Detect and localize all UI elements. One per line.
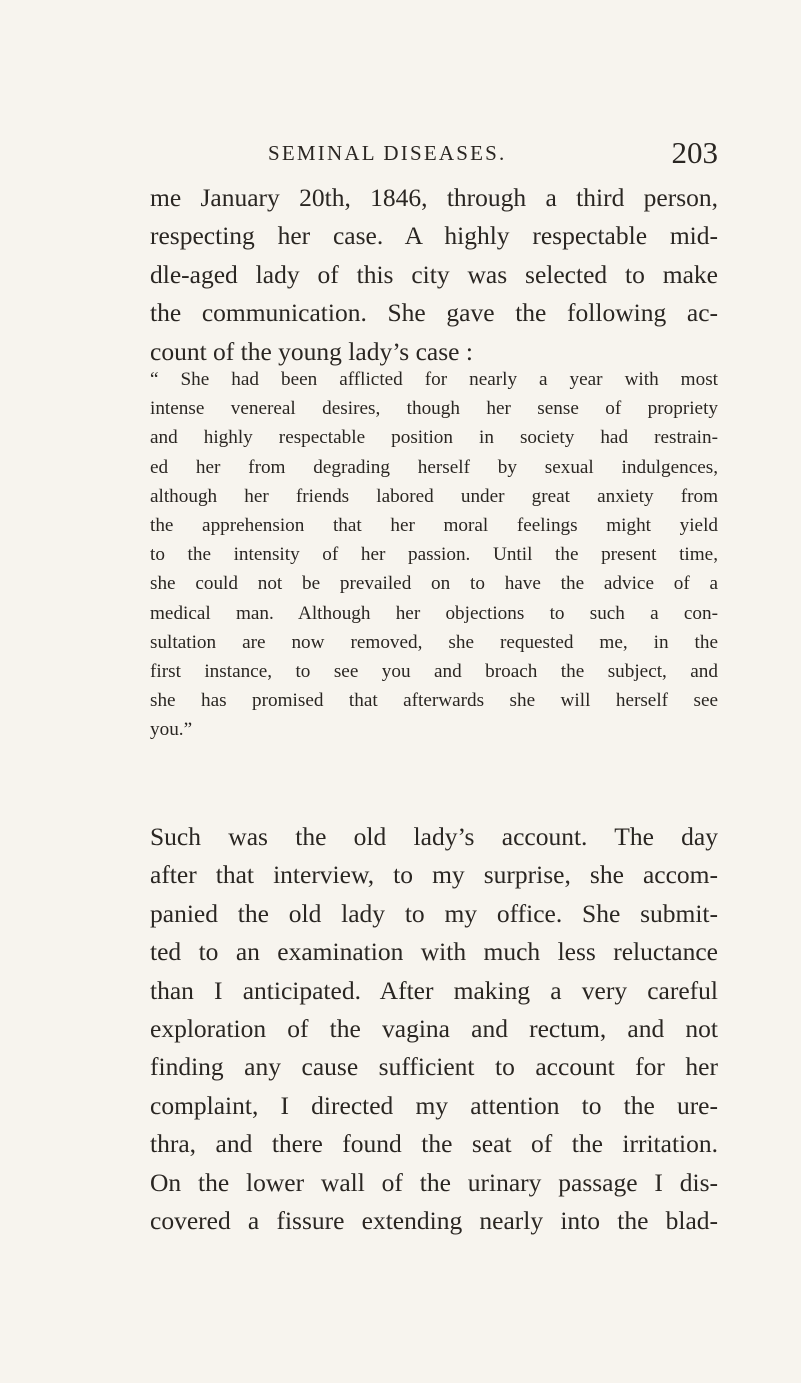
quote-line: to the intensity of her passion. Until the present time, (150, 544, 718, 566)
paragraph-intro (150, 179, 718, 371)
text-line: finding any cause sufficient to account for her (150, 1052, 718, 1082)
text-line: dle-aged lady of this city was selected to make (150, 259, 718, 289)
text-line: respecting her case. A highly respectable mid- (150, 221, 718, 251)
quote-line: first instance, to see you and broach the subject, and (150, 660, 718, 682)
quote-line: you.” (150, 719, 193, 741)
running-head (150, 135, 718, 170)
text-line: me January 20th, 1846, through a third person, (150, 183, 718, 212)
quote-line: intense venereal desires, though her sense of propriety (150, 398, 718, 420)
running-title: SEMINAL DISEASES. (268, 141, 507, 165)
text-line: count of the young lady’s case : (150, 336, 473, 366)
text-line: Such was the old lady’s account. The day (150, 822, 718, 851)
quoted-account (150, 365, 718, 744)
quote-line: ed her from degrading herself by sexual indulgences, (150, 456, 718, 478)
text-line: after that interview, to my surprise, she accom- (150, 860, 718, 890)
text-line: exploration of the vagina and rectum, and not (150, 1013, 718, 1043)
quote-line: she has promised that afterwards she will herself see (150, 690, 718, 712)
text-line: On the lower wall of the urinary passage I dis- (150, 1167, 718, 1197)
quote-line: she could not be prevailed on to have the advice of a (150, 573, 718, 595)
text-line: ted to an examination with much less reluctance (150, 937, 718, 967)
paragraph-examination (150, 818, 718, 1240)
text-line: complaint, I directed my attention to the ure- (150, 1090, 718, 1120)
text-line: panied the old lady to my office. She submit- (150, 898, 718, 928)
text-line: thra, and there found the seat of the irritation. (150, 1129, 718, 1159)
text-line: the communication. She gave the following ac- (150, 298, 718, 328)
page-number: 203 (671, 135, 718, 170)
text-line: than I anticipated. After making a very careful (150, 975, 718, 1005)
text-line: covered a fissure extending nearly into the blad- (150, 1205, 718, 1235)
quote-line: sultation are now removed, she requested me, in the (150, 631, 718, 653)
quote-line: medical man. Although her objections to such a con- (150, 602, 718, 624)
quote-line: the apprehension that her moral feelings might yield (150, 514, 718, 536)
quote-line: and highly respectable position in society had restrain- (150, 427, 718, 449)
quote-line: although her friends labored under great anxiety from (150, 485, 718, 507)
quote-line: “ She had been afflicted for nearly a year with most (150, 369, 718, 390)
